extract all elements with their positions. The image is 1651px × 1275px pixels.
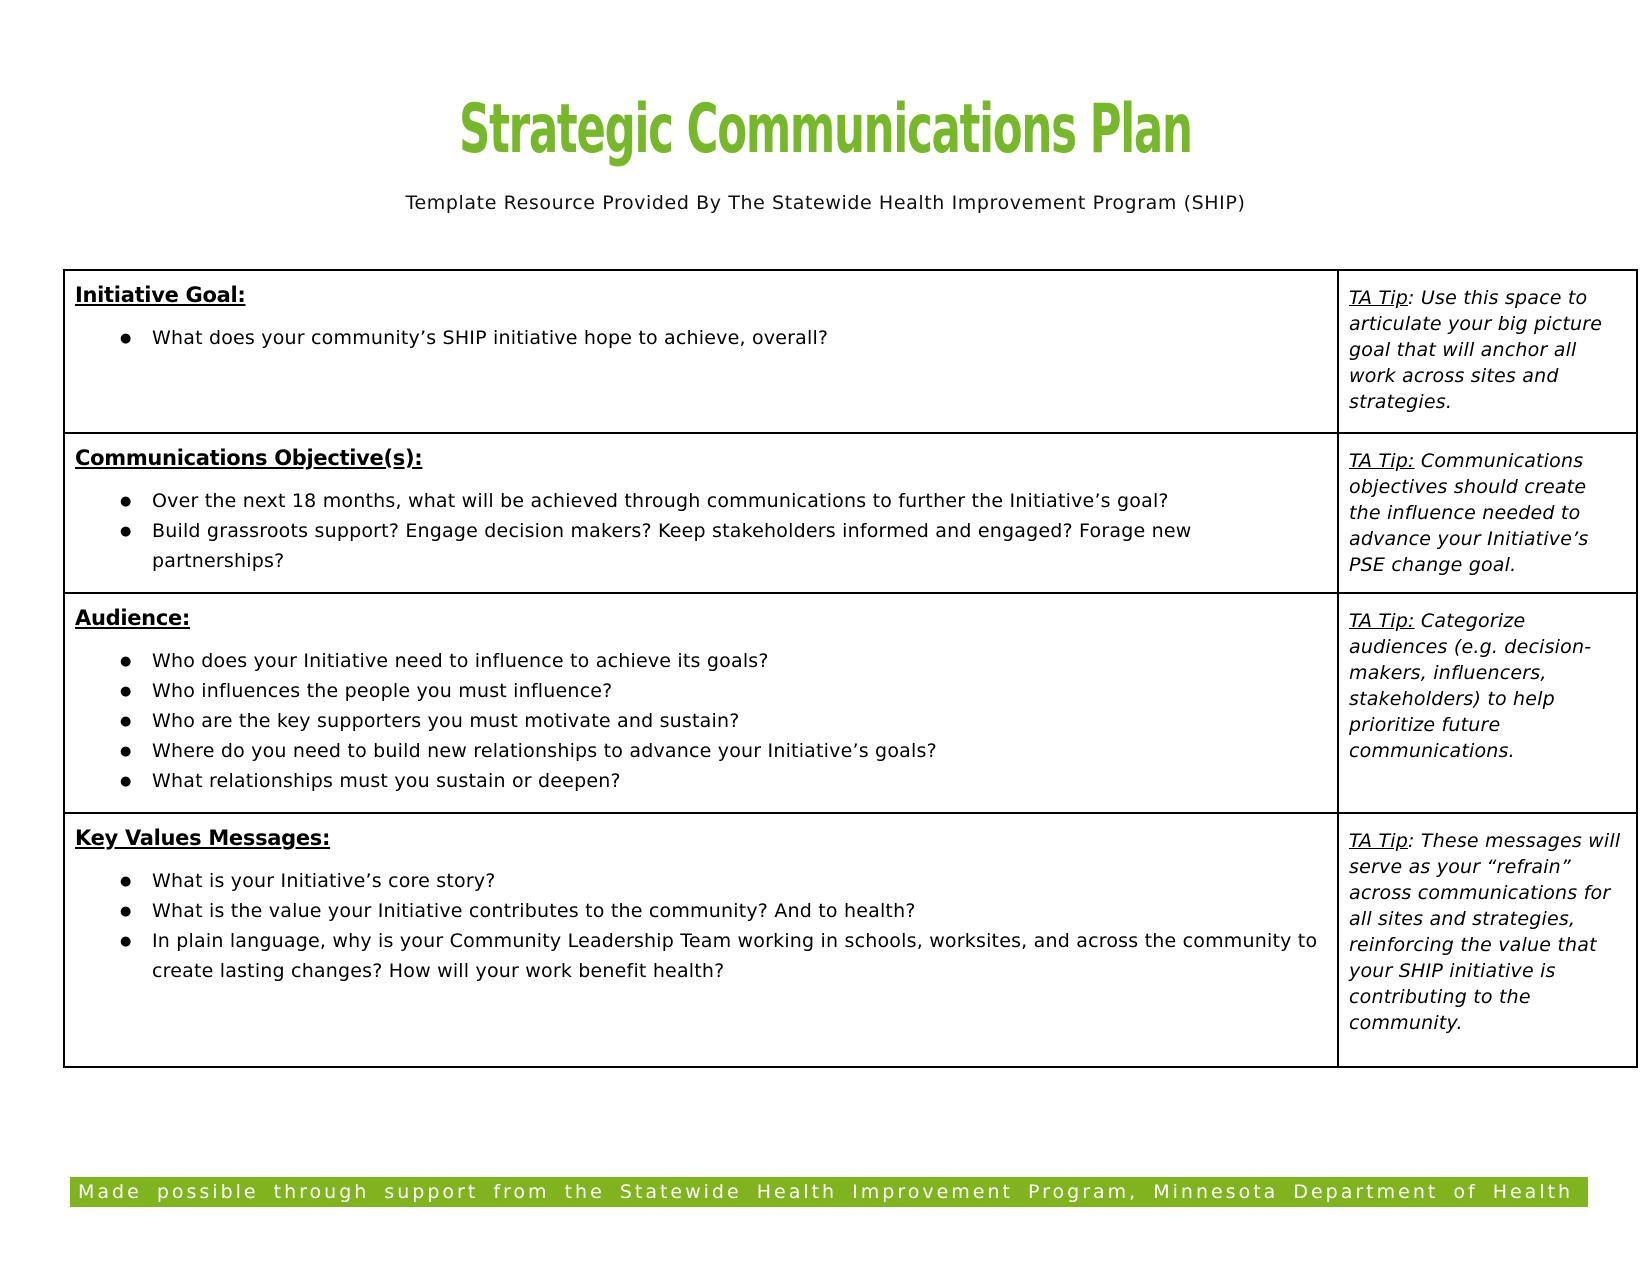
section-cell-initiative-goal xyxy=(64,270,1338,433)
ta-tip xyxy=(1349,448,1624,578)
section-heading-initiative-goal: Initiative Goal: xyxy=(75,283,246,307)
bullet-item: ● Where do you need to build new relationships to advance your Initiative’s goals? xyxy=(120,736,1325,766)
bullet-item: ● In plain language, why is your Community Leadership Team working in schools, worksites, and across the community to create lasting changes? How will your work benefit health? xyxy=(120,926,1325,986)
ta-tip xyxy=(1349,608,1624,764)
ta-tip-label: TA Tip xyxy=(1349,287,1409,309)
bullet-list xyxy=(120,646,1325,796)
bullet-item: ● Over the next 18 months, what will be achieved through communications to further the Initiative’s goal? xyxy=(120,486,1325,516)
ta-tip-cell xyxy=(1338,433,1637,593)
bullet-item: ● What relationships must you sustain or deepen? xyxy=(120,766,1325,796)
ta-tip-label: TA Tip: xyxy=(1349,450,1415,472)
page-title-text: Strategic Communications Plan xyxy=(459,90,1192,169)
table-row-initiative-goal xyxy=(64,270,1637,433)
section-cell-key-values-messages xyxy=(64,813,1338,1067)
ta-tip-label: TA Tip xyxy=(1349,830,1409,852)
ta-tip-text: Categorize audiences (e.g. decision-makers, influencers, stakeholders) to help prioritize future communications. xyxy=(1349,610,1592,762)
table-row-audience xyxy=(64,593,1637,813)
bullet-item: ● Who are the key supporters you must motivate and sustain? xyxy=(120,706,1325,736)
bullet-item: ● Build grassroots support? Engage decision makers? Keep stakeholders informed and engaged? Forage new partnerships? xyxy=(120,516,1325,576)
ta-tip xyxy=(1349,828,1624,1036)
bullet-list xyxy=(120,323,1325,353)
bullet-list xyxy=(120,486,1325,576)
ta-tip-text: : These messages will serve as your “refrain” across communications for all sites and strategies, reinforcing the value that your SHIP initiative is contributing to the community. xyxy=(1349,830,1621,1034)
bullet-list xyxy=(120,866,1325,986)
bullet-item: ● What does your community’s SHIP initiative hope to achieve, overall? xyxy=(120,323,1325,353)
footer-banner xyxy=(70,1177,1588,1207)
section-heading-audience: Audience: xyxy=(75,606,191,630)
bullet-item: ● Who influences the people you must influence? xyxy=(120,676,1325,706)
bullet-item: ● What is the value your Initiative contributes to the community? And to health? xyxy=(120,896,1325,926)
section-heading-communications-objectives: Communications Objective(s): xyxy=(75,446,423,470)
page-subtitle: Template Resource Provided By The Statewide Health Improvement Program (SHIP) xyxy=(405,192,1246,214)
section-heading-key-values-messages: Key Values Messages: xyxy=(75,826,331,850)
table-row-communications-objectives xyxy=(64,433,1637,593)
bullet-item: ● What is your Initiative’s core story? xyxy=(120,866,1325,896)
ta-tip-cell xyxy=(1338,270,1637,433)
section-cell-audience xyxy=(64,593,1338,813)
bullet-item: ● Who does your Initiative need to influence to achieve its goals? xyxy=(120,646,1325,676)
ta-tip xyxy=(1349,285,1624,415)
ta-tip-text: : Use this space to articulate your big picture goal that will anchor all work across sites and strategies. xyxy=(1349,287,1603,413)
ta-tip-text: Communications objectives should create the influence needed to advance your Initiative’s PSE change goal. xyxy=(1349,450,1589,576)
plan-table xyxy=(63,269,1638,1068)
section-cell-communications-objectives xyxy=(64,433,1338,593)
ta-tip-cell xyxy=(1338,813,1637,1067)
page-title xyxy=(0,0,1651,169)
footer-text: Made possible through support from the Statewide Health Improvement Program, Minnesota Department of Health xyxy=(78,1181,1574,1203)
ta-tip-label: TA Tip: xyxy=(1349,610,1415,632)
ta-tip-cell xyxy=(1338,593,1637,813)
table-row-key-values-messages xyxy=(64,813,1637,1067)
